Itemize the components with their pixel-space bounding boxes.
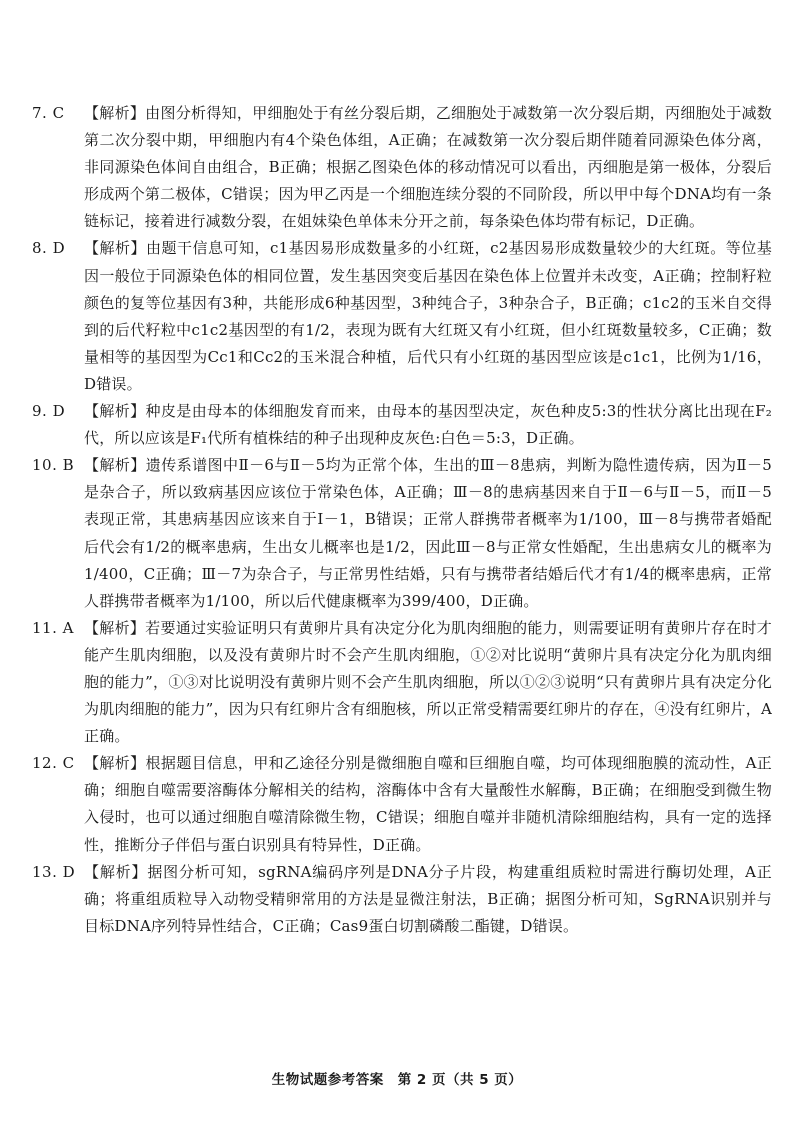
question-number: 12. C	[32, 754, 75, 773]
answer-item-7	[32, 100, 772, 235]
answer-list	[32, 100, 772, 940]
analysis-tag: 【解析】	[84, 239, 146, 258]
answer-explanation	[84, 750, 772, 858]
answer-item-11	[32, 615, 772, 750]
analysis-tag: 【解析】	[84, 456, 146, 475]
answer-item-13	[32, 859, 772, 940]
page-footer: 生物试题参考答案 第 2 页（共 5 页）	[271, 1072, 523, 1088]
explanation-text: 若要通过实验证明只有黄卵片具有决定分化为肌肉细胞的能力，则需要证明有黄卵片存在时才能产生肌肉细胞，以及没有黄卵片时不会产生肌肉细胞，①②对比说明“黄卵片具有决定分化为肌肉细胞的能力”，①③对比说明没有黄卵片则不会产生肌肉细胞，所以①②③说明“只有黄卵片具有决定分化为肌肉细胞的能力”，因为只有红卵片含有细胞核，所以正常受精需要红卵片的存在，④没有红卵片，A正确。	[84, 618, 772, 746]
question-number: 11. A	[32, 618, 74, 637]
answer-explanation	[84, 859, 772, 940]
answer-explanation	[84, 615, 772, 750]
answer-explanation	[84, 235, 772, 398]
analysis-tag: 【解析】	[84, 402, 146, 421]
analysis-tag: 【解析】	[84, 862, 148, 881]
analysis-tag: 【解析】	[84, 618, 146, 637]
answer-explanation	[84, 452, 772, 615]
question-number: 13. D	[32, 862, 76, 881]
question-number: 10. B	[32, 456, 75, 475]
answer-item-10	[32, 452, 772, 615]
explanation-text: 由题干信息可知，c1基因易形成数量多的小红斑，c2基因易形成数量较少的大红斑。等位基因一般位于同源染色体的相同位置，发生基因突变后基因在染色体上位置并未改变，A正确；控制籽粒颜色的复等位基因有3种，共能形成6种基因型，3种纯合子，3种杂合子，B正确；c1c2的玉米自交得到的后代籽粒中c1c2基因型的有1/2，表现为既有大红斑又有小红斑，但小红斑数量较多，C正确；数量相等的基因型为Cc1和Cc2的玉米混合种植，后代只有小红斑的基因型应该是c1c1，比例为1/16，D错误。	[84, 239, 772, 393]
answer-item-9	[32, 398, 772, 452]
question-number: 7. C	[32, 104, 65, 122]
answer-explanation	[84, 398, 772, 452]
explanation-text: 根据题目信息，甲和乙途径分别是微细胞自噬和巨细胞自噬，均可体现细胞膜的流动性，A正确；细胞自噬需要溶酶体分解相关的结构，溶酶体中含有大量酸性水解酶，B正确；在细胞受到微生物入侵时，也可以通过细胞自噬清除微生物，C错误；细胞自噬并非随机清除细胞结构，具有一定的选择性，推断分子伴侣与蛋白识别具有特异性，D正确。	[84, 754, 772, 854]
explanation-text: 由图分析得知，甲细胞处于有丝分裂后期，乙细胞处于减数第一次分裂后期，丙细胞处于减数第二次分裂中期，甲细胞内有4个染色体组，A正确；在减数第一次分裂后期伴随着同源染色体分离，非同源染色体间自由组合，B正确；根据乙图染色体的移动情况可以看出，丙细胞是第一极体，分裂后形成两个第二极体，C错误；因为甲乙丙是一个细胞连续分裂的不同阶段，所以甲中每个DNA均有一条链标记，接着进行减数分裂，在姐妹染色单体未分开之前，每条染色体均带有标记，D正确。	[84, 104, 772, 231]
answer-item-12	[32, 750, 772, 858]
analysis-tag: 【解析】	[84, 104, 146, 122]
answer-item-8	[32, 235, 772, 398]
explanation-text: 遗传系谱图中Ⅱ－6与Ⅱ－5均为正常个体，生出的Ⅲ－8患病，判断为隐性遗传病，因为Ⅱ－5是杂合子，所以致病基因应该位于常染色体，A正确；Ⅲ－8的患病基因来自于Ⅱ－6与Ⅱ－5，而Ⅱ－5表现正常，其患病基因应该来自于Ⅰ－1，B错误；正常人群携带者概率为1/100，Ⅲ－8与携带者婚配后代会有1/2的概率患病，生出女儿概率也是1/2，因此Ⅲ－8与正常女性婚配，生出患病女儿的概率为1/400，C正确；Ⅲ－7为杂合子，与正常男性结婚，只有与携带者结婚后代才有1/4的概率患病，正常人群携带者概率为1/100，所以后代健康概率为399/400，D正确。	[84, 456, 772, 610]
answer-explanation	[84, 100, 772, 235]
analysis-tag: 【解析】	[84, 754, 146, 773]
explanation-text: 据图分析可知，sgRNA编码序列是DNA分子片段，构建重组质粒时需进行酶切处理，A正确；将重组质粒导入动物受精卵常用的方法是显微注射法，B正确；据图分析可知，SgRNA识别并与目标DNA序列特异性结合，C正确；Cas9蛋白切割磷酸二酯键，D错误。	[84, 862, 772, 935]
explanation-text: 种皮是由母本的体细胞发育而来，由母本的基因型决定，灰色种皮5:3的性状分离比出现在F₂代，所以应该是F₁代所有植株结的种子出现种皮灰色:白色＝5:3，D正确。	[84, 402, 772, 448]
question-number: 8. D	[32, 239, 66, 258]
question-number: 9. D	[32, 402, 66, 421]
